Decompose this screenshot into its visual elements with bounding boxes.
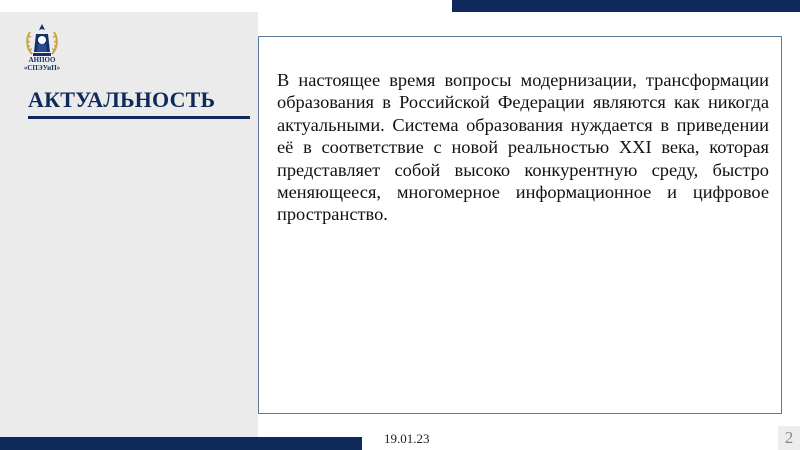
logo-line-1: АНПОО [28,56,56,64]
logo-caption [0,56,84,72]
footer-date: 19.01.23 [384,431,430,446]
title-underline [28,116,250,119]
page-number: 2 [778,426,800,450]
left-panel [0,12,258,437]
top-accent-bar [452,0,800,12]
bottom-accent-bar [0,437,362,450]
body-paragraph: В настоящее время вопросы модернизации, трансформации образования в Российской Федерации являются как никогда актуальными. Система образования нуждается в приведении её в соответствие с новой реальностью XXI века, которая представляет собой высоко конкурентную среду, быстро меняющееся, многомерное информационное и цифровое пространство. [277,70,769,225]
slide-title: АКТУАЛЬНОСТЬ [28,87,216,112]
content-box [258,36,782,414]
logo-line-2: «СПЭУиП» [23,64,61,72]
